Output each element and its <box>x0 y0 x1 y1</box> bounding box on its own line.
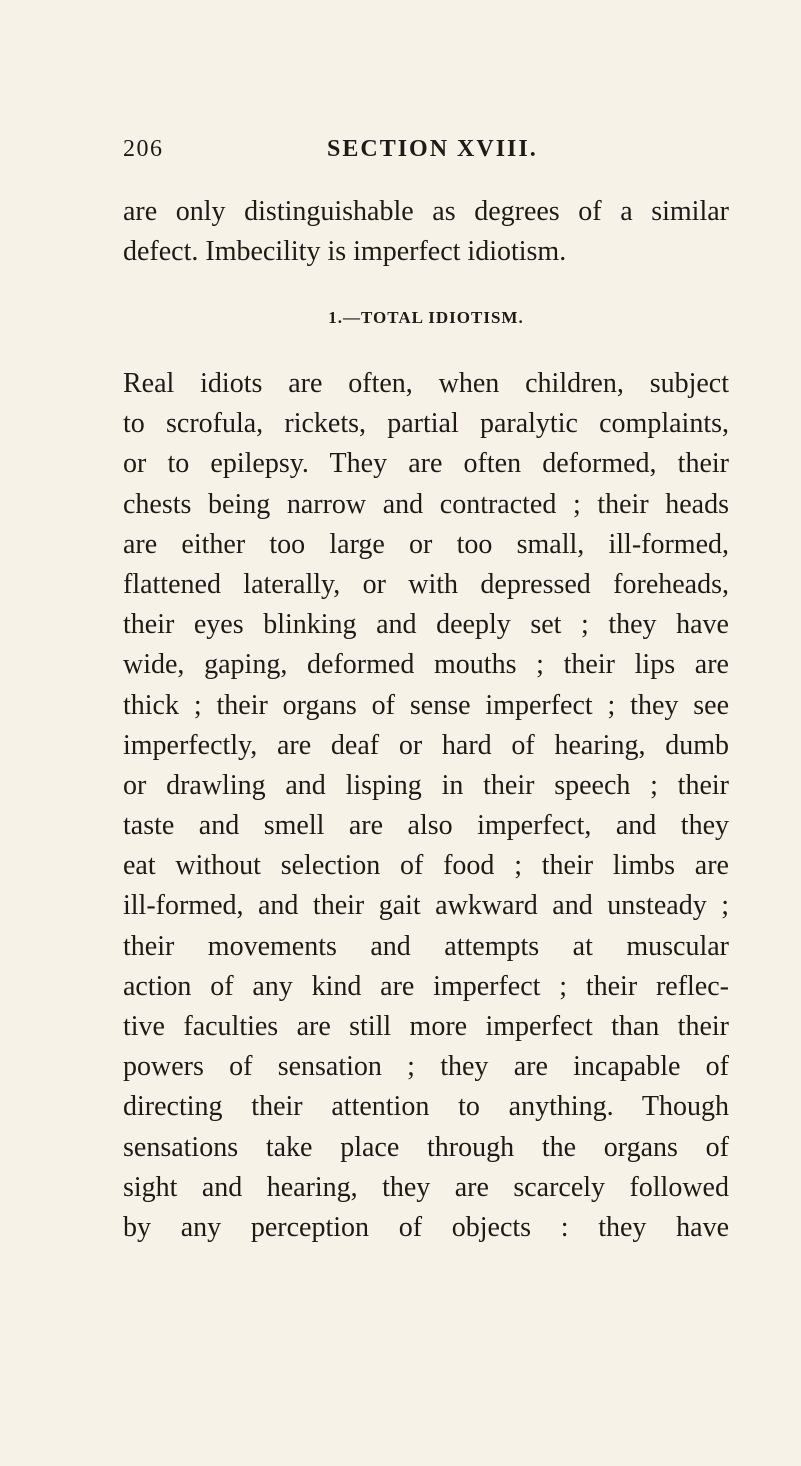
text-line: are either too large or too small, ill-formed, <box>123 528 729 560</box>
text-line: action of any kind are imperfect ; their reflec- <box>123 970 729 1002</box>
text-line: their movements and attempts at muscular <box>123 930 729 962</box>
text-line: eat without selection of food ; their limbs are <box>123 850 729 882</box>
text-line: powers of sensation ; they are incapable of <box>123 1051 729 1083</box>
text-line: flattened laterally, or with depressed foreheads, <box>123 568 729 600</box>
text-line: imperfectly, are deaf or hard of hearing, dumb <box>123 729 729 761</box>
section-title: SECTION XVIII. <box>327 136 538 162</box>
subheading: 1.—TOTAL IDIOTISM. <box>328 308 524 327</box>
text-line: or drawling and lisping in their speech ; their <box>123 769 729 801</box>
text-line: or to epilepsy. They are often deformed, their <box>123 448 729 480</box>
text-line: their eyes blinking and deeply set ; they have <box>123 609 729 641</box>
text-line: wide, gaping, deformed mouths ; their lips are <box>123 649 729 681</box>
text-line: sight and hearing, they are scarcely followed <box>123 1171 729 1203</box>
text-line: by any perception of objects : they have <box>123 1211 729 1243</box>
text-line: ill-formed, and their gait awkward and unsteady ; <box>123 890 729 922</box>
text-line: directing their attention to anything. Though <box>123 1091 729 1123</box>
text-line: chests being narrow and contracted ; their heads <box>123 488 729 520</box>
body-paragraph <box>123 364 729 1248</box>
text-line: tive faculties are still more imperfect than their <box>123 1011 729 1042</box>
text-line: to scrofula, rickets, partial paralytic complaints, <box>123 408 729 440</box>
text-line: thick ; their organs of sense imperfect ; they see <box>123 689 729 721</box>
page-number: 206 <box>123 136 164 162</box>
text-line: sensations take place through the organs of <box>123 1131 729 1163</box>
running-head <box>123 132 729 166</box>
intro-paragraph <box>123 192 729 272</box>
text-line: are only distinguishable as degrees of a similar <box>123 196 729 227</box>
text-line: Real idiots are often, when children, subject <box>123 368 729 399</box>
text-line: taste and smell are also imperfect, and they <box>123 810 729 842</box>
text-line: defect. Imbecility is imperfect idiotism. <box>123 236 567 268</box>
